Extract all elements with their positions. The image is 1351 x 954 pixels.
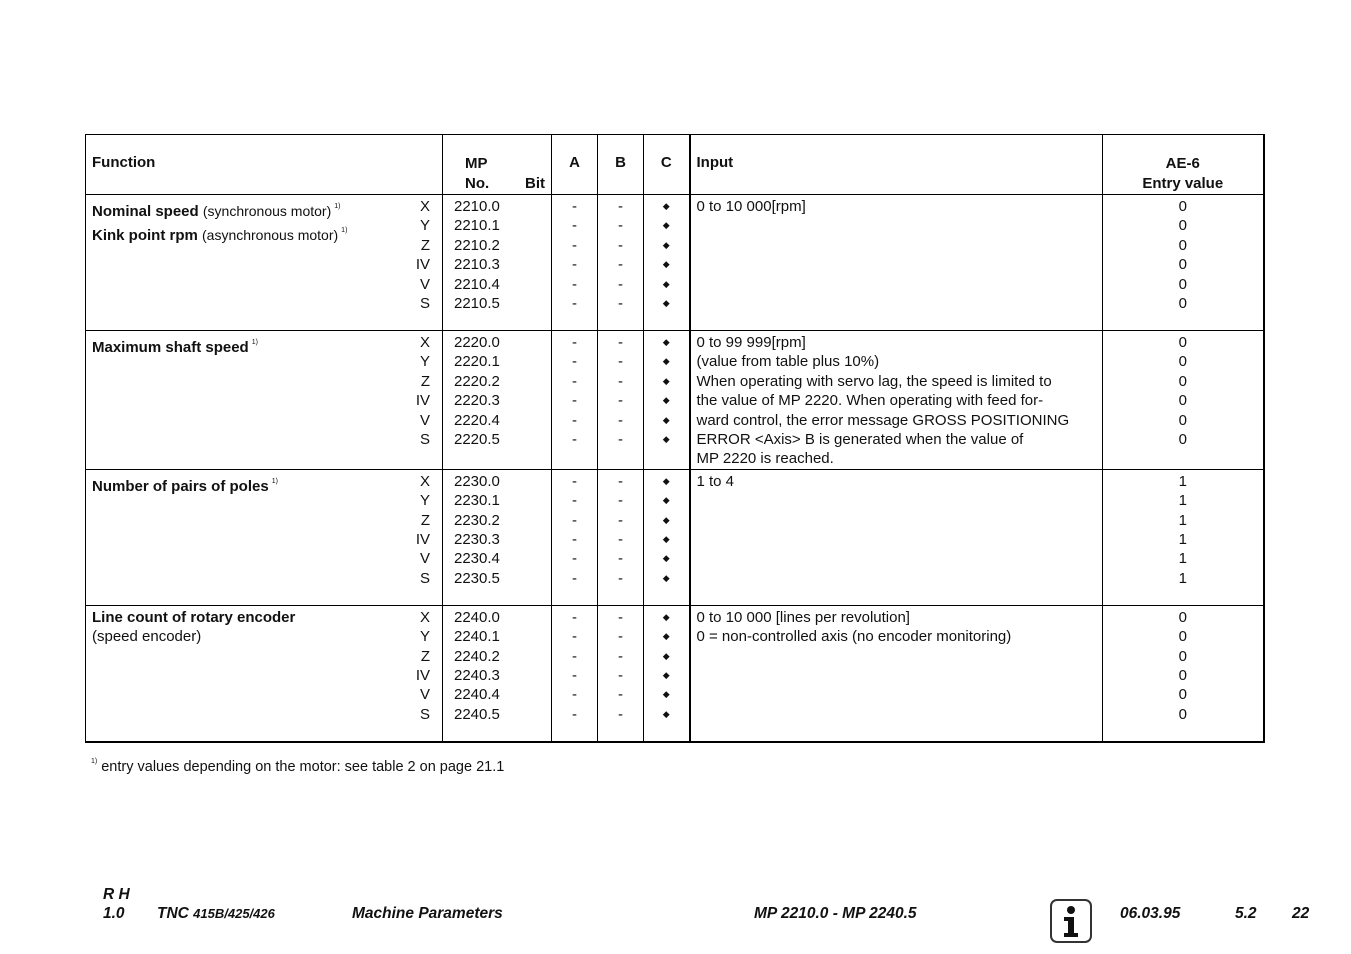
footnote-ref: 1): [334, 203, 341, 210]
axis-label: IV: [415, 256, 430, 274]
entry-value: 1: [1178, 492, 1187, 510]
dash-mark: -: [572, 492, 577, 510]
diamond-icon: ◆: [662, 611, 670, 622]
function-text: [86, 195, 442, 246]
dash-mark: -: [572, 569, 577, 587]
axis-label: Y: [419, 628, 430, 646]
diamond-icon: ◆: [662, 220, 670, 231]
header-function: Function: [86, 135, 443, 195]
axis-label: X: [419, 472, 430, 490]
entry-cell: [1103, 469, 1264, 605]
column-b-cell: [598, 195, 644, 331]
dash-mark: -: [618, 569, 623, 587]
dash-mark: -: [618, 275, 623, 293]
input-line: 1 to 4: [696, 472, 735, 490]
header-entry: [1103, 135, 1264, 195]
dash-mark: -: [618, 334, 623, 351]
dash-mark: -: [618, 550, 623, 568]
entry-value: 0: [1178, 372, 1187, 390]
axis-label: S: [419, 294, 430, 312]
axis-label: Z: [420, 647, 430, 665]
function-name: Kink point rpm: [92, 227, 198, 245]
entry-value: 0: [1178, 608, 1187, 626]
dash-mark: -: [572, 198, 577, 215]
axis-label: Y: [419, 353, 430, 371]
function-text: [86, 606, 442, 647]
axis-label: X: [419, 198, 430, 215]
mp-number: 2220.4: [454, 411, 500, 429]
column-c-cell: [644, 605, 690, 742]
dash-mark: -: [572, 236, 577, 254]
dash-mark: -: [572, 666, 577, 684]
axis-list: [416, 331, 442, 449]
axis-label: Z: [420, 236, 430, 254]
axis-label: X: [419, 608, 430, 626]
entry-value: 1: [1178, 511, 1187, 529]
dash-mark: -: [572, 411, 577, 429]
footer-model: [157, 905, 275, 923]
diamond-icon: ◆: [662, 631, 670, 642]
footer-model-suffix: 415B/425/426: [193, 906, 275, 921]
axis-label: Z: [420, 511, 430, 529]
input-cell: [690, 195, 1103, 331]
mp-number: 2230.4: [454, 550, 500, 568]
dash-mark: -: [618, 686, 623, 704]
header-c: C: [644, 135, 690, 195]
column-a-cell: [552, 331, 598, 470]
input-line: (value from table plus 10%): [696, 353, 880, 371]
dash-mark: -: [572, 392, 577, 410]
entry-value: 0: [1178, 686, 1187, 704]
diamond-icon: ◆: [662, 495, 670, 506]
mp-number: 2220.2: [454, 372, 500, 390]
table-header: [86, 135, 1264, 195]
entry-value: 1: [1178, 550, 1187, 568]
input-line: 0 = non-controlled axis (no encoder monitoring): [696, 628, 1012, 646]
mp-number: 2240.5: [454, 705, 500, 723]
entry-cell: [1103, 331, 1264, 470]
dash-mark: -: [572, 217, 577, 235]
entry-value: 1: [1178, 530, 1187, 548]
input-line: the value of MP 2220. When operating with feed for-: [696, 392, 1044, 410]
dash-mark: -: [618, 372, 623, 390]
dash-mark: -: [572, 705, 577, 723]
input-line: 0 to 99 999[rpm]: [696, 334, 806, 351]
footnote-ref: 1): [341, 227, 348, 235]
footnote: [91, 758, 504, 775]
diamond-icon: ◆: [662, 708, 670, 719]
axis-label: IV: [415, 530, 430, 548]
footer-rh: R H: [103, 886, 130, 903]
parameter-table: [85, 134, 1265, 743]
input-line: ERROR <Axis> B is generated when the value of: [696, 430, 1024, 448]
entry-value: 0: [1178, 294, 1187, 312]
footnote-ref: 1): [251, 339, 258, 346]
info-icon: [1050, 899, 1092, 943]
entry-value: 1: [1178, 472, 1187, 490]
function-name: Nominal speed: [92, 203, 199, 220]
mp-number: 2230.1: [454, 492, 500, 510]
diamond-icon: ◆: [662, 514, 670, 525]
column-c-cell: [644, 195, 690, 331]
mp-number: 2230.0: [454, 472, 500, 490]
header-entry-top: AE-6: [1165, 155, 1200, 172]
input-cell: [690, 605, 1103, 742]
mp-number: 2210.0: [454, 198, 500, 215]
entry-value: 0: [1178, 392, 1187, 410]
dash-mark: -: [618, 511, 623, 529]
axis-label: S: [419, 430, 430, 448]
table-row: [86, 469, 1264, 605]
axis-label: IV: [415, 392, 430, 410]
mp-number: 2230.2: [454, 511, 500, 529]
mp-number: 2210.1: [454, 217, 500, 235]
mp-number: 2240.2: [454, 647, 500, 665]
axis-list: [416, 470, 442, 588]
diamond-icon: ◆: [662, 259, 670, 270]
dash-mark: -: [572, 275, 577, 293]
diamond-icon: ◆: [662, 689, 670, 700]
dash-mark: -: [618, 666, 623, 684]
diamond-icon: ◆: [662, 375, 670, 386]
axis-label: Y: [419, 217, 430, 235]
entry-value: 0: [1178, 236, 1187, 254]
dash-mark: -: [572, 686, 577, 704]
dash-mark: -: [618, 628, 623, 646]
mp-number: 2240.3: [454, 666, 500, 684]
entry-value: 1: [1178, 569, 1187, 587]
input-cell: [690, 469, 1103, 605]
entry-value: 0: [1178, 334, 1187, 351]
entry-value: 0: [1178, 198, 1187, 215]
dash-mark: -: [572, 294, 577, 312]
entry-value: 0: [1178, 430, 1187, 448]
dash-mark: -: [572, 511, 577, 529]
mp-cell: [443, 605, 552, 742]
mp-number: 2240.0: [454, 608, 500, 626]
entry-value: 0: [1178, 411, 1187, 429]
diamond-icon: ◆: [662, 553, 670, 564]
input-line: 0 to 10 000[rpm]: [696, 198, 806, 215]
footer-page: 22: [1292, 905, 1310, 922]
entry-value: 0: [1178, 705, 1187, 723]
column-b-cell: [598, 331, 644, 470]
diamond-icon: ◆: [662, 239, 670, 250]
dash-mark: -: [618, 608, 623, 626]
footnote-text: entry values depending on the motor: see table 2 on page 21.1: [101, 759, 505, 775]
dash-mark: -: [618, 411, 623, 429]
column-c-cell: [644, 331, 690, 470]
footer-model-prefix: TNC: [157, 905, 189, 922]
mp-number: 2210.2: [454, 236, 500, 254]
dash-mark: -: [572, 256, 577, 274]
axis-label: S: [419, 569, 430, 587]
dash-mark: -: [618, 294, 623, 312]
table-row: [86, 331, 1264, 470]
header-mp: [443, 135, 552, 195]
mp-number: 2210.4: [454, 275, 500, 293]
entry-value: 0: [1178, 666, 1187, 684]
dash-mark: -: [618, 236, 623, 254]
diamond-icon: ◆: [662, 433, 670, 444]
column-b-cell: [598, 605, 644, 742]
entry-value: 0: [1178, 256, 1187, 274]
header-mp-label: MP: [465, 155, 488, 172]
axis-label: V: [419, 411, 430, 429]
diamond-icon: ◆: [662, 650, 670, 661]
footnote-marker: 1): [91, 758, 98, 765]
axis-label: X: [419, 334, 430, 351]
dash-mark: -: [572, 628, 577, 646]
table-row: [86, 605, 1264, 742]
input-line: ward control, the error message GROSS POSITIONING: [696, 411, 1070, 429]
function-name: Maximum shaft speed: [92, 339, 249, 356]
function-cell: [86, 195, 443, 331]
entry-value: 0: [1178, 217, 1187, 235]
diamond-icon: ◆: [662, 475, 670, 486]
dash-mark: -: [618, 217, 623, 235]
diamond-icon: ◆: [662, 533, 670, 544]
mp-number: 2210.3: [454, 256, 500, 274]
footer-version: 1.0: [103, 905, 125, 922]
axis-label: S: [419, 705, 430, 723]
diamond-icon: ◆: [662, 278, 670, 289]
diamond-icon: ◆: [662, 669, 670, 680]
footer-section-title: Machine Parameters: [352, 905, 503, 922]
diamond-icon: ◆: [662, 297, 670, 308]
entry-value: 0: [1178, 275, 1187, 293]
diamond-icon: ◆: [662, 395, 670, 406]
entry-value: 0: [1178, 647, 1187, 665]
header-b: B: [598, 135, 644, 195]
mp-number: 2220.1: [454, 353, 500, 371]
entry-cell: [1103, 605, 1264, 742]
axis-list: [416, 606, 442, 724]
dash-mark: -: [618, 705, 623, 723]
axis-label: IV: [415, 666, 430, 684]
dash-mark: -: [618, 647, 623, 665]
mp-cell: [443, 331, 552, 470]
dash-mark: -: [572, 647, 577, 665]
header-input: Input: [690, 135, 1103, 195]
dash-mark: -: [618, 392, 623, 410]
dash-mark: -: [572, 608, 577, 626]
column-b-cell: [598, 469, 644, 605]
info-glyph: [1052, 901, 1090, 941]
column-a-cell: [552, 195, 598, 331]
mp-number: 2240.4: [454, 686, 500, 704]
axis-label: V: [419, 275, 430, 293]
function-text: [86, 470, 442, 496]
dash-mark: -: [618, 492, 623, 510]
dash-mark: -: [572, 430, 577, 448]
mp-cell: [443, 469, 552, 605]
mp-number: 2220.3: [454, 392, 500, 410]
axis-label: Y: [419, 492, 430, 510]
axis-label: V: [419, 550, 430, 568]
dash-mark: -: [618, 198, 623, 215]
dash-mark: -: [572, 372, 577, 390]
dash-mark: -: [572, 472, 577, 490]
dash-mark: -: [618, 430, 623, 448]
input-line: When operating with servo lag, the speed is limited to: [696, 372, 1052, 390]
dash-mark: -: [572, 353, 577, 371]
column-a-cell: [552, 605, 598, 742]
function-qualifier: (asynchronous motor): [202, 227, 339, 244]
function-cell: [86, 469, 443, 605]
mp-number: 2220.5: [454, 430, 500, 448]
input-line: 0 to 10 000 [lines per revolution]: [696, 608, 910, 626]
function-qualifier: (synchronous motor): [202, 203, 332, 219]
function-cell: [86, 605, 443, 742]
dash-mark: -: [572, 550, 577, 568]
table-row: [86, 195, 1264, 331]
footnote-ref: 1): [271, 477, 278, 485]
axis-list: [416, 195, 442, 313]
mp-number: 2210.5: [454, 294, 500, 312]
mp-number: 2230.5: [454, 569, 500, 587]
footer-range: MP 2210.0 - MP 2240.5: [754, 905, 917, 922]
mp-number: 2240.1: [454, 628, 500, 646]
header-entry-bottom: Entry value: [1142, 175, 1224, 192]
column-a-cell: [552, 469, 598, 605]
entry-value: 0: [1178, 628, 1187, 646]
diamond-icon: ◆: [662, 414, 670, 425]
dash-mark: -: [572, 334, 577, 351]
dash-mark: -: [618, 353, 623, 371]
dash-mark: -: [618, 530, 623, 548]
header-no: No.: [465, 175, 490, 192]
diamond-icon: ◆: [662, 337, 670, 347]
footer-date: 06.03.95: [1120, 905, 1181, 922]
axis-label: V: [419, 686, 430, 704]
dash-mark: -: [572, 530, 577, 548]
function-cell: [86, 331, 443, 470]
diamond-icon: ◆: [662, 201, 670, 211]
column-c-cell: [644, 469, 690, 605]
footer-chapter: 5.2: [1235, 905, 1257, 922]
mp-number: 2230.3: [454, 530, 500, 548]
function-subtitle: (speed encoder): [92, 628, 202, 646]
function-name: Line count of rotary encoder: [92, 608, 296, 626]
function-text: [86, 331, 442, 357]
diamond-icon: ◆: [662, 572, 670, 583]
dash-mark: -: [618, 256, 623, 274]
dash-mark: -: [618, 472, 623, 490]
header-bit: Bit: [525, 175, 545, 192]
diamond-icon: ◆: [662, 356, 670, 367]
mp-cell: [443, 195, 552, 331]
function-name: Number of pairs of poles: [92, 477, 269, 495]
entry-cell: [1103, 195, 1264, 331]
input-line: MP 2220 is reached.: [696, 450, 834, 468]
header-a: A: [552, 135, 598, 195]
input-cell: [690, 331, 1103, 470]
table-body: [86, 195, 1264, 743]
entry-value: 0: [1178, 353, 1187, 371]
axis-label: Z: [420, 372, 430, 390]
mp-number: 2220.0: [454, 334, 500, 351]
